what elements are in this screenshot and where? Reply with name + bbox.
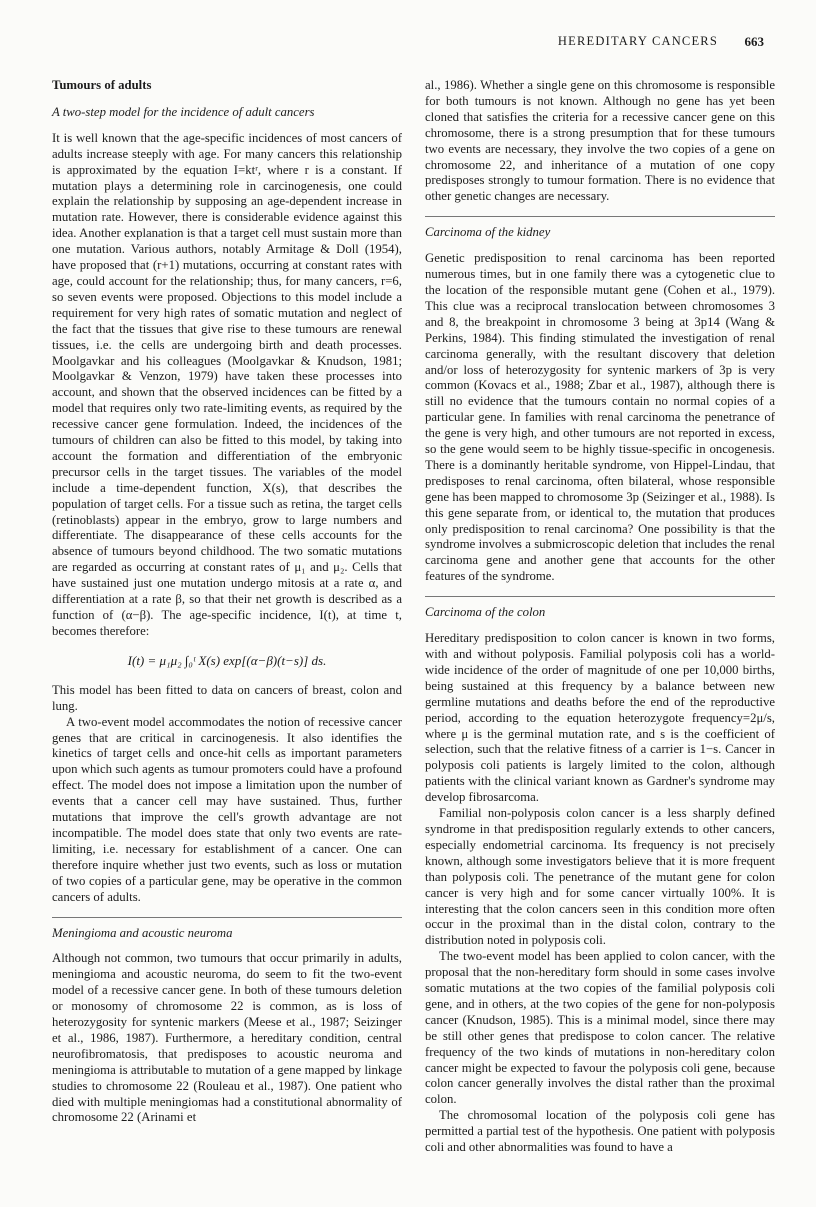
section-title: Tumours of adults: [52, 78, 152, 92]
paragraph: Hereditary predisposition to colon cancer is known in two forms, with and without polyposis. Familial polyposis coli has a world-wide incidence of the order of magnitude of one per 10,000 births, being sustained at this frequency by a balance between new germline mutations and deaths before the end of the reproductive period, according to the equation heterozygote frequency=2μ/s, where μ is the germinal mutation rate, and s is the coefficient of selection, such that the relative fitness of a carrier is 1−s. Cancer in polyposis coli patients is largely limited to the colon, although patients with the clinical variant known as Gardner's syndrome may develop fibrosarcoma.: [425, 631, 775, 805]
subsection-title-colon: Carcinoma of the colon: [425, 605, 546, 620]
subsection-title-meningioma: Meningioma and acoustic neuroma: [52, 925, 233, 940]
subsection-title-kidney: Carcinoma of the kidney: [425, 225, 551, 240]
paragraph: Although not common, two tumours that occur primarily in adults, meningioma and acoustic neuroma, do seem to fit the two-event model of a recessive cancer gene. In both of these tumours deletion or monosomy of chromosome 22 is common, as is loss of heterozygosity for syntenic markers (Meese et al., 1987; Seizinger et al., 1986, 1987). Furthermore, a hereditary condition, central neurofibromatosis, that predisposes to acoustic neuroma and meningioma is attributable to mutation of a gene mapped by linkage studies to chromosome 22 (Rouleau et al., 1987). One patient who died with multiple meningiomas had a constitutional abnormality of chromosome 22 (Arinami et: [52, 951, 402, 1125]
section-divider: [425, 216, 775, 217]
paragraph: The chromosomal location of the polyposis coli gene has permitted a partial test of the hypothesis. One patient with polyposis coli and other abnormalities was found to have a: [425, 1108, 775, 1155]
paragraph: Familial non-polyposis colon cancer is a less sharply defined syndrome in that predisposition regularly extends to other cancers, especially endometrial carcinoma. Its frequency is not precisely known, although some investigators believe that it is more frequent than polyposis coli. The penetrance of the mutant gene for colon cancer is very high and for some cancer virtually 100%. It is interesting that the colon cancers seen in this condition more often occur in the proximal than in the distal colon, contrary to the distribution noted in polyposis coli.: [425, 806, 775, 948]
running-title: HEREDITARY CANCERS: [557, 34, 718, 48]
incidence-equation: I(t) = μ₁μ₂ ∫₀ᵗ X(s) exp[(α−β)(t−s)] ds.: [127, 652, 327, 668]
right-column: [425, 78, 775, 1156]
paragraph: A two-event model accommodates the notion of recessive cancer genes that are critical in carcinogenesis. It also identifies the kinetics of target cells and once-hit cells as important parameters upon which such agents as tumour promoters could have a profound effect. The model does not impose a limitation upon the number of events that a cancer cell may have sustained. Thus, further mutations that improve the cell's growth advantage are not incompatible. The model does state that only two events are rate-limiting, i.e. necessary for establishment of a cancer. One can therefore inquire whether just two events, such as loss or mutation of two copies of a particular gene, may be operative in the common cancers of adults.: [52, 714, 402, 904]
page-number: 663: [744, 34, 764, 49]
subsection-title-two-step-model: A two-step model for the incidence of adult cancers: [52, 104, 315, 119]
paragraph: It is well known that the age-specific incidences of most cancers of adults increase steeply with age. For many cancers this relationship is approximated by the equation I=ktʳ, where r is a constant. If mutation plays a determining role in carcinogenesis, one could explain the relationship by supposing an age-dependent increase in mutation rate. However, there is considerable evidence against this idea. Another explanation is that a target cell must sustain more than one mutation. Various authors, notably Armitage & Doll (1954), have proposed that (r+1) mutations, occurring at constant rates with age, could account for the relationship; thus, for many cancers, r=6, so seven events were proposed. Objections to this model include a requirement for very high rates of somatic mutation and neglect of the fact that the tissues that give rise to these tumours are renewal tissues, i.e. the cells are undergoing birth and death processes. Moolgavkar and his colleagues (Moolgavkar & Knudson, 1981; Moolgavkar & Venzon, 1979) have taken these processes into account, and shown that the observed incidences can be fitted by a model that requires only two rate-limiting events, as required by the recessive cancer gene formulation. Indeed, the incidences of the tumours of children can also be fitted to this model, by taking into account the formation and differentiation of the embryonic precursor cells in the target tissues. The variables of the model include a time-dependent function, X(s), that describes the population of target cells. For a tissue such as retina, the target cells (retinoblasts) appear in the embryo, grow to large numbers and differentiate. The disappearance of these cells accounts for the absence of tumours beyond childhood. The two somatic mutations are regarded as occurring at constant rates of μ₁ and μ₂. Cells that have sustained just one mutation undergo mitosis at a rate α, and differentiation at a rate β, so that their net growth is described as a function of (α−β). The age-specific incidence, I(t), at time t, becomes therefore:: [52, 130, 402, 638]
paragraph: Genetic predisposition to renal carcinoma has been reported numerous times, but in one family there was a cytogenetic clue to the location of the responsible mutant gene (Cohen et al., 1979). This clue was a reciprocal translocation between chromosomes 3 and 8, the breakpoint in chromosome 3 being at 3p14 (Wang & Perkins, 1984). This finding stimulated the investigation of renal carcinoma generally, with the resultant discovery that deletion and/or loss of heterozygosity for syntenic markers of 3p is very common (Kovacs et al., 1988; Zbar et al., 1987), although there is still no evidence that the tumours contain no normal copies of a particular gene. In families with renal carcinoma the penetrance of the gene is very high, and other tumours are not reported in excess, so the gene would seem to be highly tissue-specific in oncogenesis. There is a dominantly heritable syndrome, von Hippel-Lindau, that predisposes to renal carcinoma, often bilateral, whose responsible gene has been mapped to chromosome 3p (Seizinger et al., 1988). Is this gene separate from, or identical to, the mutation that produces only predisposition to renal carcinoma? One possibility is that the syndrome involves a submicroscopic deletion that includes the renal carcinoma gene and another gene that accounts for the other features of the syndrome.: [425, 251, 775, 584]
left-column: [52, 78, 402, 1126]
section-divider: [425, 596, 775, 597]
paragraph: al., 1986). Whether a single gene on this chromosome is responsible for both tumours is not known. Although no gene has yet been cloned that satisfies the criteria for a recessive cancer gene on this chromosome, there is a strong presumption that for these tumours two events are necessary, they involve the two copies of a gene on chromosome 22, and inheritance of a mutation of one copy predisposes strongly to tumour formation. There is no evidence that other genetic changes are necessary.: [425, 78, 775, 204]
page-header: [52, 34, 764, 56]
paragraph: This model has been fitted to data on cancers of breast, colon and lung.: [52, 682, 402, 713]
paragraph: The two-event model has been applied to colon cancer, with the proposal that the non-hereditary form should in some cases involve somatic mutations at the two copies of the familial polyposis coli gene, and in others, at the two copies of the gene for non-polyposis cancer (Knudson, 1985). This is a minimal model, since there may be still other genes that predispose to colon cancer. The relative frequency of the two kinds of mutations in non-hereditary colon cancer might be expected to favour the polyposis coli gene, because colon cancer generally involves the distal rather than the proximal colon.: [425, 949, 775, 1107]
section-divider: [52, 917, 402, 918]
